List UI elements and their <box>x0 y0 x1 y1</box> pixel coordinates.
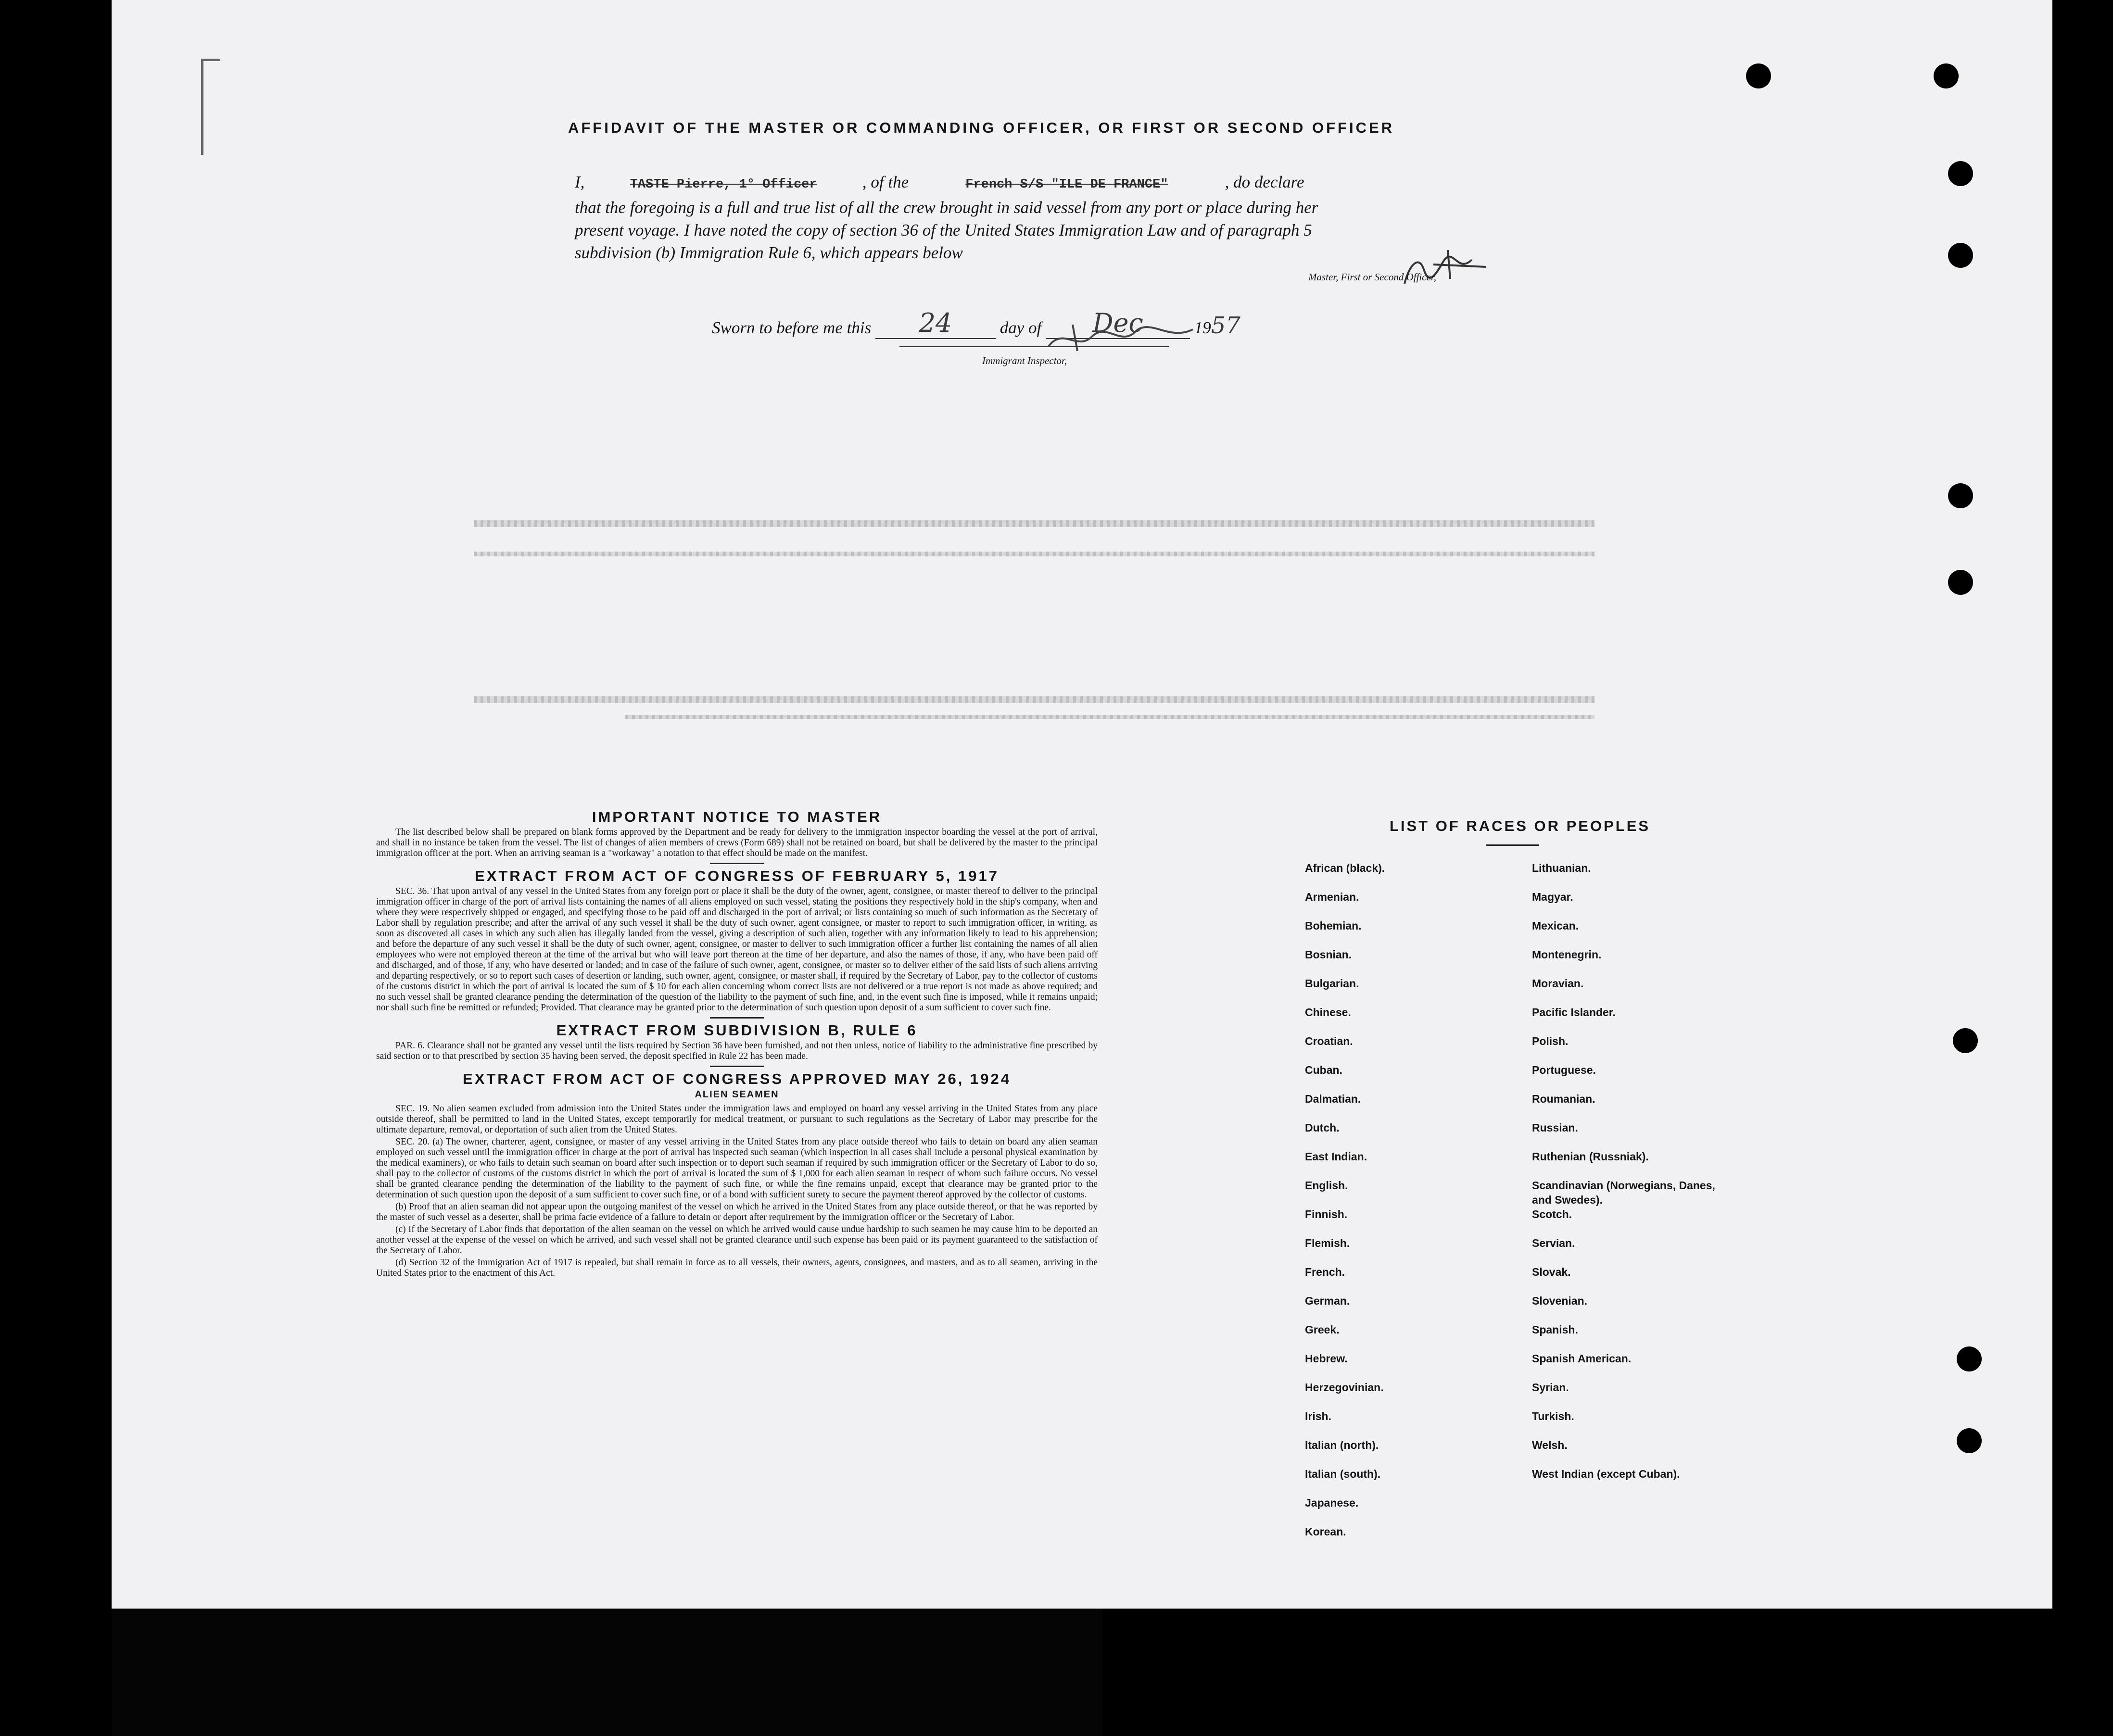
inspector-caption: Immigrant Inspector, <box>982 355 1067 366</box>
extract-1924-paragraph: (c) If the Secretary of Labor finds that deportation of the alien seaman on the vessel on which he arrived would cause undue hardship to such seamen he may cause him to be deported an another vessel at the expense of the vessel on which he arrived, and such vessel shall not be granted clearance until such expense has been paid or its payment guaranteed to the satisfaction of the Secretary of Labor. <box>376 1224 1098 1256</box>
affidavit-line-1 <box>575 171 1412 196</box>
punch-hole <box>1948 243 1973 268</box>
sworn-year-prefix: 19 <box>1194 318 1211 337</box>
race-item: Korean. <box>1305 1525 1346 1538</box>
race-item: Finnish. <box>1305 1208 1348 1220</box>
race-item: Polish. <box>1532 1035 1569 1047</box>
inspector-signature <box>1044 317 1198 356</box>
notice-column <box>376 808 1098 1280</box>
race-item: Flemish. <box>1305 1237 1350 1249</box>
race-item: African (black). <box>1305 862 1385 874</box>
race-item: Bohemian. <box>1305 919 1362 932</box>
pencil-strikeout <box>625 715 1594 719</box>
vessel-name-field: French S/S "ILE DE FRANCE" <box>965 177 1168 192</box>
sworn-month-field: Dec <box>1046 308 1190 339</box>
race-item: Russian. <box>1532 1121 1578 1134</box>
sworn-day-of: day of <box>1000 318 1042 337</box>
race-item: Chinese. <box>1305 1006 1351 1019</box>
race-item: German. <box>1305 1295 1350 1307</box>
punch-hole <box>1948 161 1973 186</box>
race-item: Dutch. <box>1305 1121 1340 1134</box>
race-item: Armenian. <box>1305 891 1359 903</box>
race-item: Mexican. <box>1532 919 1579 932</box>
punch-hole <box>1746 63 1771 88</box>
affidavit-title: AFFIDAVIT OF THE MASTER OR COMMANDING OFFICER, OR FIRST OR SECOND OFFICER <box>568 119 1395 136</box>
notice-title: IMPORTANT NOTICE TO MASTER <box>592 808 882 825</box>
race-item: Ruthenian (Russniak). <box>1532 1150 1649 1163</box>
race-item: Roumanian. <box>1532 1093 1595 1105</box>
punch-hole <box>1948 483 1973 508</box>
extract-1924-title: EXTRACT FROM ACT OF CONGRESS APPROVED MAY 26, 1924 <box>463 1070 1011 1087</box>
extract-1924-paragraph: SEC. 20. (a) The owner, charterer, agent, consignee, or master of any vessel arriving in the United States from any place outside thereof who fails to detain on board any alien seaman employed on such vessel until the immigration officer in charge at the port of arrival has inspected such seaman (which inspection in all cases shall include a personal physical examination by the medical examiners), or who fails to detain such seaman on board after such inspection or to deport such seaman if required by such immigration officer or the Secretary of Labor to do so, shall pay to the collector of customs of the customs district in which the port of arrival is located the sum of $ 1,000 for each alien seaman in respect of whom such failure occurs. No vessel shall be granted clearance pending the determination of the liability to the payment of such fine, or while the fine remains unpaid, except that clearance may be granted prior to the determination of such question upon the deposit of a sum sufficient to cover such fine, or of a bond with sufficient surety to secure the payment thereof approved by the collector of customs. <box>376 1137 1098 1200</box>
race-item: Bosnian. <box>1305 948 1352 961</box>
race-item: Greek. <box>1305 1323 1340 1336</box>
race-item: Portuguese. <box>1532 1064 1596 1076</box>
sworn-year-field: 57 <box>1211 312 1240 339</box>
corner-bracket-mark <box>201 59 220 155</box>
race-item: Turkish. <box>1532 1410 1574 1422</box>
punch-hole <box>1957 1428 1982 1453</box>
race-item: East Indian. <box>1305 1150 1367 1163</box>
race-item: Syrian. <box>1532 1381 1569 1394</box>
race-item: Moravian. <box>1532 977 1584 990</box>
affidavit-line-4: subdivision (b) Immigration Rule 6, which appears below <box>575 243 963 262</box>
race-item: Montenegrin. <box>1532 948 1602 961</box>
race-item: Croatian. <box>1305 1035 1353 1047</box>
sworn-day-field: 24 <box>875 308 996 339</box>
extract-1924-paragraph: SEC. 19. No alien seamen excluded from admission into the United States under the immigration laws and employed on board any vessel arriving in the United States from any place outside thereof, shall be permitted to land in the United States, except temporarily for medical treatment, or pursuant to such regulations as the Secretary of Labor may prescribe for the ultimate departure, removal, or deportation of such alien from the United States. <box>376 1104 1098 1135</box>
affidavit-line-2: that the foregoing is a full and true list of all the crew brought in said vessel from any port or place during her <box>575 198 1318 217</box>
signature-caption: Master, First or Second Officer, <box>1308 271 1436 283</box>
races-divider <box>1486 844 1539 846</box>
race-item: Hebrew. <box>1305 1352 1348 1365</box>
divider <box>710 863 764 864</box>
race-item: Lithuanian. <box>1532 862 1591 874</box>
divider <box>710 1017 764 1019</box>
extract-rule6-text: PAR. 6. Clearance shall not be granted any vessel until the lists required by Section 36 have been furnished, and not then unless, notice of liability to the administrative fine prescribed by said section or to that prescribed by section 35 having been served, the deposit specified in Rule 22 has been made. <box>376 1041 1098 1061</box>
notice-text: The list described below shall be prepared on blank forms approved by the Department and be ready for delivery to the immigration inspector boarding the vessel at the port of arrival, and shall in no instance be taken from the vessel. The list of changes of alien members of crews (Form 689) shall not be retained on board, but shall be delivered by the master to the principal immigration officer at the port. When an arriving seaman is a "workaway" a notation to that effect should be made on the manifest. <box>376 827 1098 858</box>
races-right-column <box>1532 861 1734 1496</box>
pencil-strikeout <box>474 696 1594 703</box>
race-item: West Indian (except Cuban). <box>1532 1468 1680 1480</box>
race-item: Slovak. <box>1532 1266 1571 1278</box>
extract-1924-paragraph: (b) Proof that an alien seaman did not appear upon the outgoing manifest of the vessel on which he arrived in the United States from any place outside thereof, or that he was reported by the master of such vessel as a deserter, shall be prima facie evidence of a failure to detain or deport after requirement by the immigration officer or the Secretary of Labor. <box>376 1202 1098 1222</box>
inspector-signature-line <box>899 346 1169 347</box>
race-item: Servian. <box>1532 1237 1575 1249</box>
race-item: Spanish American. <box>1532 1352 1632 1365</box>
race-item: Pacific Islander. <box>1532 1006 1616 1019</box>
race-item: Herzegovinian. <box>1305 1381 1384 1394</box>
punch-hole <box>1957 1346 1982 1371</box>
race-item: Scandinavian (Norwegians, Danes, and Swedes). <box>1532 1179 1715 1206</box>
affidavit-of-the: , of the <box>862 173 909 191</box>
punch-hole <box>1948 570 1973 595</box>
sworn-prefix: Sworn to before me this <box>712 318 872 337</box>
race-item: Irish. <box>1305 1410 1331 1422</box>
extract-1917-text: SEC. 36. That upon arrival of any vessel in the United States from any foreign port or place it shall be the duty of the owner, agent, consignee, or master thereof to deliver to the principal immigration officer in charge of the port of arrival lists containing the names of all aliens employed on such vessel, stating the positions they respectively hold in the ship's company, when and where they were respectively shipped or engaged, and specifying those to be paid off and discharged in the port of arrival; or lists containing so much of such information as the Secretary of Labor shall by regulation prescribe; and after the arrival of any such vessel it shall be the duty of such owner, agent consignee, or master to report to such immigration officer, in writing, as soon as discovered all cases in which any such alien has illegally landed from the vessel, giving a description of such alien, together with any information likely to lead to his apprehension; and before the departure of any such vessel it shall be the duty of such owner, agent, consignee, or master to deliver to such immigration officer a further list containing the names of all alien employees who were not employed thereon at the time of the arrival but who will leave port thereon at the time of her departure, and also the names of those, if any, who have been paid off and discharged, and of those, if any, who have deserted or landed; and in case of the failure of such owner, agent, consignee, or master so to deliver either of the said lists of such aliens arriving and departing respectively, or so to report such cases of desertion or landing, such owner, agent, consignee, or master shall, if required by the Secretary of Labor, pay to the collector of customs of the customs district in which the port of arrival is located the sum of $ 10 for each alien concerning whom correct lists are not delivered or a true report is not made as above required; and no such vessel shall be granted clearance pending the determination of the question of the liability to the payment of such fine, and, in the event such fine is imposed, while it remains unpaid; nor shall such fine be remitted or refunded; Provided. That clearance may be granted prior to the determination of such question upon deposit of a sum sufficient to cover such fine. <box>376 886 1098 1013</box>
race-item: Italian (south). <box>1305 1468 1381 1480</box>
extract-1917-title: EXTRACT FROM ACT OF CONGRESS OF FEBRUARY 5, 1917 <box>475 868 999 884</box>
affidavit-declare: , do declare <box>1225 173 1304 191</box>
race-item: Cuban. <box>1305 1064 1342 1076</box>
races-left-column <box>1305 861 1507 1553</box>
race-item: Dalmatian. <box>1305 1093 1361 1105</box>
officer-name-field: TASTE Pierre, 1° Officer <box>630 177 817 192</box>
pencil-strikeout <box>474 552 1594 556</box>
punch-hole <box>1934 63 1959 88</box>
affidavit-body <box>575 171 1412 264</box>
affidavit-line-3: present voyage. I have noted the copy of section 36 of the United States Immigration Law and of paragraph 5 <box>575 221 1312 239</box>
race-item: Slovenian. <box>1532 1295 1588 1307</box>
race-item: English. <box>1305 1179 1348 1192</box>
race-item: Italian (north). <box>1305 1439 1379 1451</box>
race-item: Scotch. <box>1532 1208 1572 1220</box>
race-item: Magyar. <box>1532 891 1573 903</box>
extract-1924-subtitle: ALIEN SEAMEN <box>695 1089 779 1100</box>
race-item: French. <box>1305 1266 1345 1278</box>
pencil-strikeout <box>474 520 1594 527</box>
race-item: Japanese. <box>1305 1497 1359 1509</box>
page-bottom-edge <box>112 1609 1102 1736</box>
race-item: Welsh. <box>1532 1439 1568 1451</box>
affidavit-prefix: I, <box>575 173 585 191</box>
extract-rule6-title: EXTRACT FROM SUBDIVISION B, RULE 6 <box>556 1022 918 1039</box>
race-item: Bulgarian. <box>1305 977 1359 990</box>
divider <box>710 1066 764 1067</box>
races-title: LIST OF RACES OR PEOPLES <box>1389 818 1651 834</box>
extract-1924-paragraph: (d) Section 32 of the Immigration Act of 1917 is repealed, but shall remain in force as to all vessels, their owners, agents, consignees, and masters, and as to all seamen, arriving in the United States prior to the enactment of this Act. <box>376 1258 1098 1278</box>
race-item: Spanish. <box>1532 1323 1578 1336</box>
punch-hole <box>1953 1028 1978 1053</box>
